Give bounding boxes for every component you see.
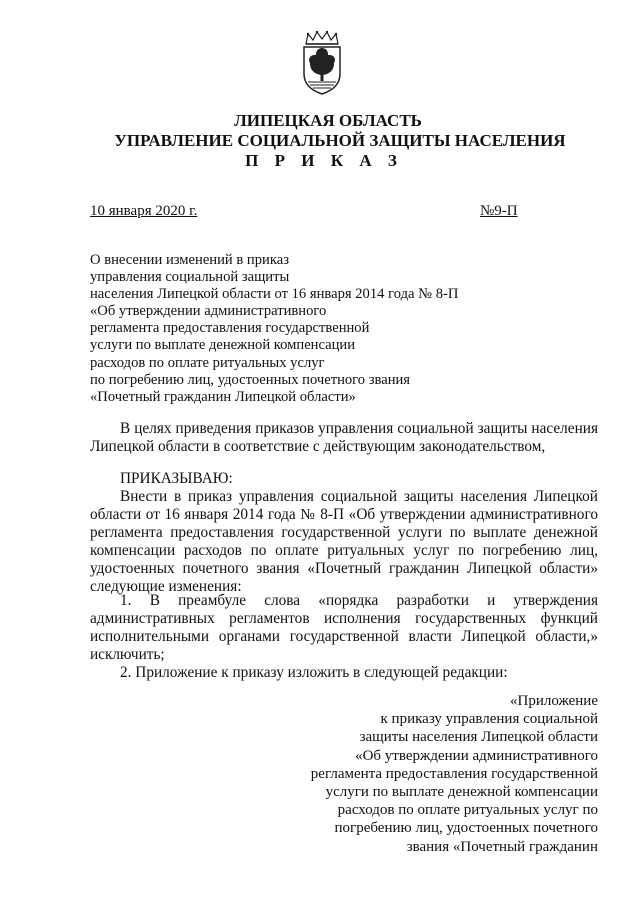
subject-line: «Почетный гражданин Липецкой области» [90,388,356,405]
document-type-title: П Р И К А З [245,151,403,170]
subject-line: расходов по оплате ритуальных услуг [90,354,325,371]
region-title: ЛИПЕЦКАЯ ОБЛАСТЬ [234,111,422,130]
subject-line: регламента предоставления государственной [90,320,370,337]
annex-line: регламента предоставления государственной [310,765,598,782]
subject-line: управления социальной защиты [90,269,290,286]
subject-line: О внесении изменений в приказ [90,252,289,268]
annex-line: погребению лиц, удостоенных почетного [334,820,598,837]
subject-line: населения Липецкой области от 16 января 2014 года № 8-П [90,286,459,303]
item-2-paragraph: 2. Приложение к приказу изложить в следующей редакции: [120,664,508,681]
annex-line: «Об утверждении административного [355,747,598,764]
annex-line: «Приложение [509,693,598,709]
order-number: №9-П [480,203,518,219]
order-date: 10 января 2020 г. [90,203,198,219]
coat-of-arms-emblem [296,30,348,96]
item-1-paragraph: 1. В преамбуле слова «порядка разработки и утверждения административных регламентов исполнения государственных функций исполнительными органами государственной власти Липецкой области,» исключить; [90,592,598,663]
annex-line: услуги по выплате денежной компенсации [325,784,598,801]
order-word: ПРИКАЗЫВАЮ: [120,470,233,487]
department-title: УПРАВЛЕНИЕ СОЦИАЛЬНОЙ ЗАЩИТЫ НАСЕЛЕНИЯ [114,131,566,150]
subject-line: услуги по выплате денежной компенсации [90,337,356,354]
annex-line: защиты населения Липецкой области [359,729,598,746]
order-subject [90,252,459,406]
subject-line: по погребению лиц, удостоенных почетного звания [90,371,411,388]
annex-heading-block [311,692,598,856]
preamble-paragraph: В целях приведения приказов управления социальной защиты населения Липецкой области в соответствие с действующим законодательством, [90,420,598,455]
annex-line: к приказу управления социальной [380,711,598,728]
annex-line: звания «Почетный гражданин [406,838,598,855]
subject-line: «Об утверждении административного [90,303,327,320]
intro-paragraph: Внести в приказ управления социальной защиты населения Липецкой области от 16 января 2014 года № 8-П «Об утверждении административного регламента предоставления государственной услуги по выплате денежной компенсации расходов по оплате ритуальных услуг по погребению лиц, удостоенных почетного звания «Почетный гражданин Липецкой области» следующие изменения: [90,488,598,595]
annex-line: расходов по оплате ритуальных услуг по [337,802,598,819]
